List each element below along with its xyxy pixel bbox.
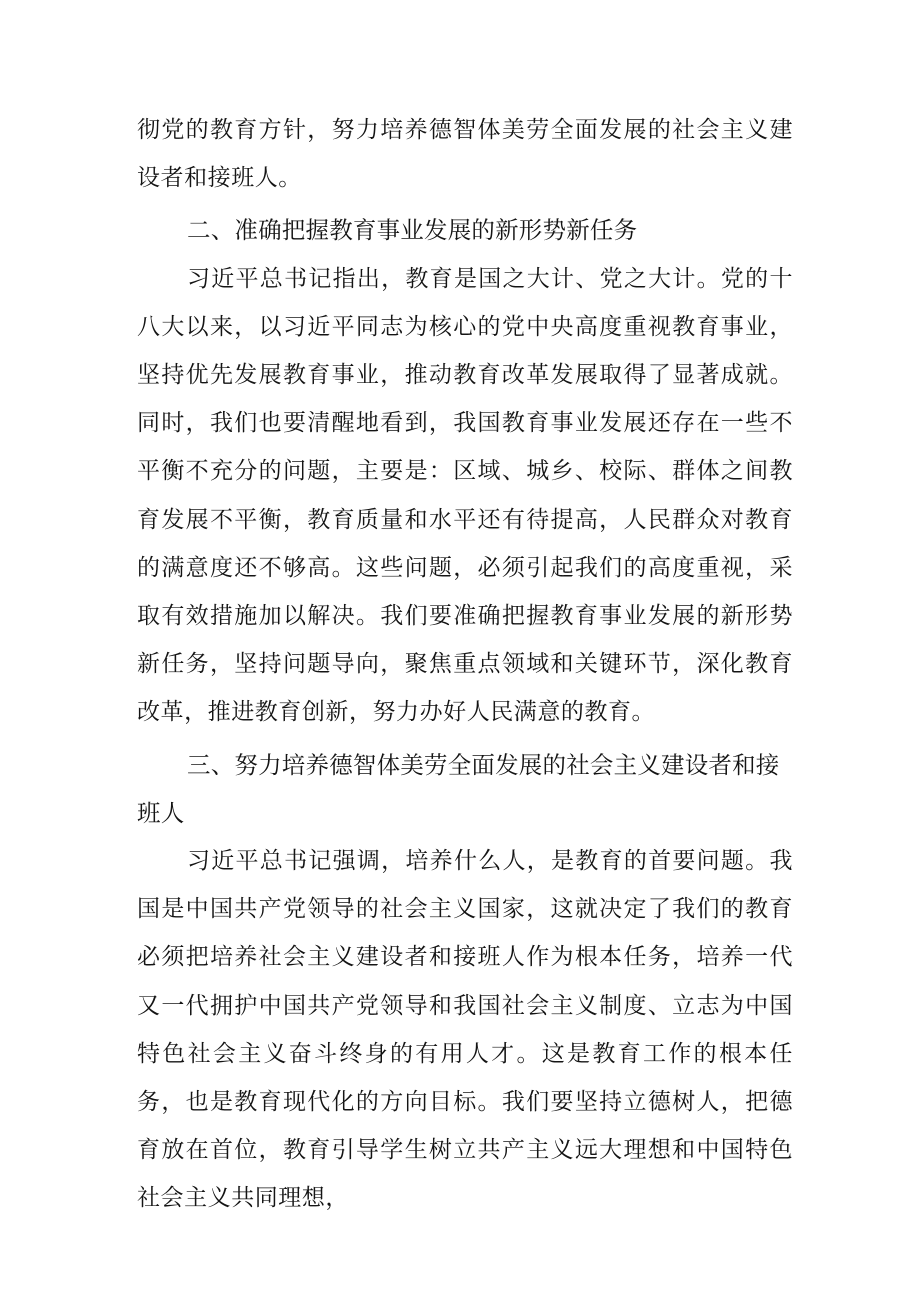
section-heading-three: 三、努力培养德智体美劳全面发展的社会主义建设者和接班人 — [137, 750, 780, 827]
section-heading-two: 二、准确把握教育事业发展的新形势新任务 — [187, 216, 638, 245]
paragraph-section-three: 习近平总书记强调，培养什么人，是教育的首要问题。我国是中国共产党领导的社会主义国家，这就决定了我们的教育必须把培养社会主义建设者和接班人作为根本任务，培养一代又一代拥护中国共产党领导和我国社会主义制度、立志为中国特色社会主义奋斗终身的有用人才。这是教育工作的根本任务，也是教育现代化的方向目标。我们要坚持立德树人，把德育放在首位，教育引导学生树立共产主义远大理想和中国特色社会主义共同理想， — [137, 848, 793, 1212]
paragraph-section-two: 习近平总书记指出，教育是国之大计、党之大计。党的十八大以来，以习近平同志为核心的党中央高度重视教育事业，坚持优先发展教育事业，推动教育改革发展取得了显著成就。同时，我们也要清醒地看到，我国教育事业发展还存在一些不平衡不充分的问题，主要是：区域、城乡、校际、群体之间教育发展不平衡，教育质量和水平还有待提高，人民群众对教育的满意度还不够高。这些问题，必须引起我们的高度重视，采取有效措施加以解决。我们要准确把握教育事业发展的新形势新任务，坚持问题导向，聚焦重点领域和关键环节，深化教育改革，推进教育创新，努力办好人民满意的教育。 — [137, 265, 793, 726]
paragraph-continuation: 彻党的教育方针，努力培养德智体美劳全面发展的社会主义建设者和接班人。 — [137, 117, 793, 192]
document-body — [137, 106, 793, 1223]
